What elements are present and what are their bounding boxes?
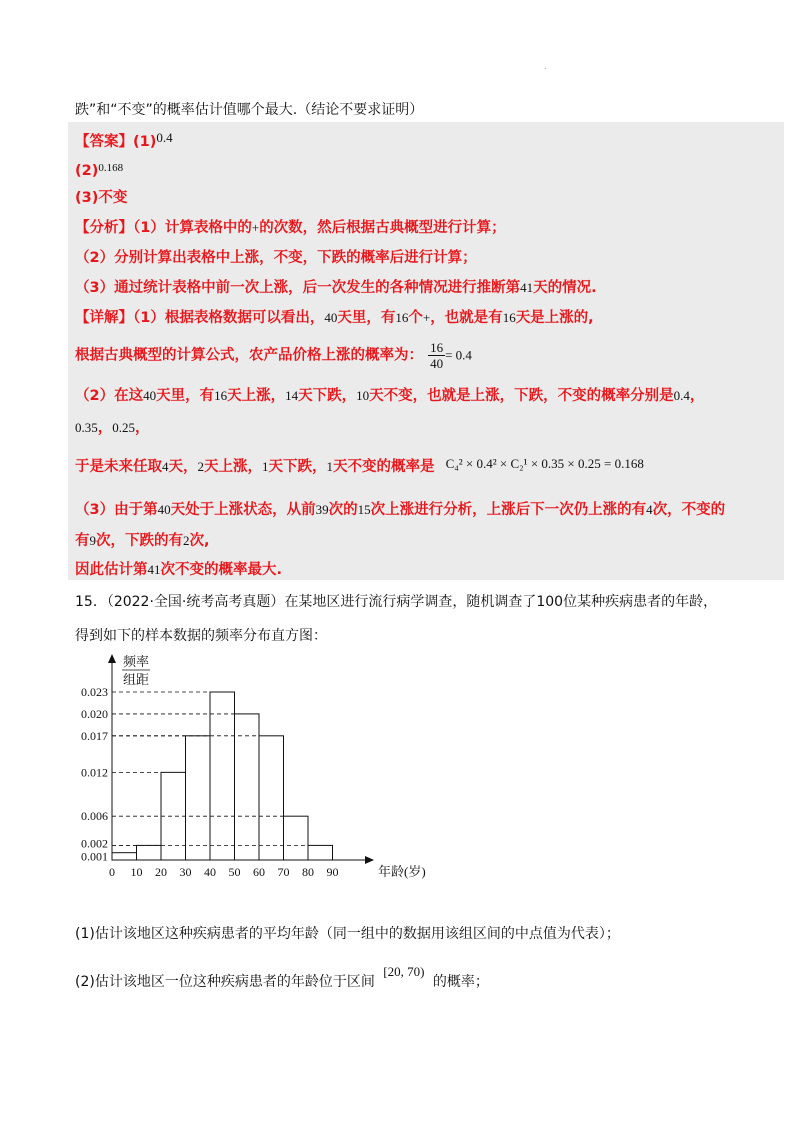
plus-symbol: + xyxy=(422,310,431,325)
y-axis-label-top: 频率 xyxy=(122,654,150,669)
histogram-bar xyxy=(308,845,333,860)
detail-text: ， xyxy=(97,420,113,436)
question-1: (1)估计该地区这种疾病患者的平均年龄（同一组中的数据用该组区间的中点值为代表）； xyxy=(75,926,620,942)
detail-text: 天上涨， xyxy=(227,388,286,404)
detail-text: 天下跌， xyxy=(268,459,327,475)
detail-text: 天下跌， xyxy=(298,388,357,404)
math-number: 4 xyxy=(162,459,169,474)
math-number: 41 xyxy=(147,562,161,577)
analysis-line-2 xyxy=(75,248,477,268)
answer-part2-label: (2) xyxy=(75,163,99,179)
x-tick-label: 20 xyxy=(155,865,167,879)
detail-text: ，也就是有 xyxy=(430,310,503,326)
detail-text: 天不变的概率是 xyxy=(333,459,435,475)
detail-text: 于是未来任取 xyxy=(75,459,162,475)
x-tick-label: 0 xyxy=(109,865,115,879)
y-tick-label: 0.020 xyxy=(81,706,108,721)
detail-text: 天上涨， xyxy=(204,459,262,475)
x-tick-label: 70 xyxy=(277,865,290,879)
histogram-bar xyxy=(210,692,235,860)
math-number: 0.4 xyxy=(673,388,690,403)
x-axis-label: 年龄(岁) xyxy=(378,864,426,879)
page-marker-dot: . xyxy=(544,62,547,71)
math-number: 1 xyxy=(326,459,333,474)
detail-text: 天， xyxy=(168,459,198,475)
problem15-line-2: 得到如下的样本数据的频率分布直方图： xyxy=(75,628,327,644)
y-tick-label: 0.012 xyxy=(81,765,108,780)
plus-symbol: + xyxy=(251,220,260,235)
detail-text: 次，下跌的有 xyxy=(96,533,183,549)
analysis-label: 【分析】 xyxy=(75,220,133,236)
age-interval: [20, 70) xyxy=(383,964,425,979)
detail-line-2 xyxy=(75,340,472,371)
fraction-numerator: 16 xyxy=(430,340,444,355)
detail-text: 次，不变的 xyxy=(652,502,726,518)
math-number: 0.35 xyxy=(75,420,98,435)
analysis-text: （1）计算表格中的 xyxy=(133,220,252,236)
fraction-16-40 xyxy=(428,340,445,371)
y-tick-label: 0.006 xyxy=(81,809,108,824)
histogram-bar xyxy=(137,845,162,860)
math-number: 41 xyxy=(520,280,534,295)
combination-formula: C₄² × 0.4² × C₂¹ × 0.35 × 0.25 = 0.168 xyxy=(445,456,644,471)
detail-line-5 xyxy=(75,454,644,477)
math-number: 40 xyxy=(324,310,338,325)
detail-line-6 xyxy=(75,500,725,520)
detail-text: ， xyxy=(135,420,150,436)
x-tick-label: 10 xyxy=(130,865,143,879)
detail-text: 次上涨进行分析，上涨后下一次仍上涨的有 xyxy=(370,502,647,518)
detail-text: 天处于上涨状态，从前 xyxy=(170,502,316,518)
detail-text: 天里，有 xyxy=(337,310,396,326)
answer-part3-label: (3) xyxy=(75,190,99,206)
x-tick-label: 30 xyxy=(179,865,192,879)
frequency-histogram xyxy=(70,648,426,888)
question-2 xyxy=(75,962,489,992)
detail-text: 天不变，也就是上涨，下跌，不变的概率分别是 xyxy=(369,388,674,404)
y-tick-label: 0.001 xyxy=(81,849,108,864)
answer-part2-value: 0.168 xyxy=(98,162,124,174)
analysis-line-1 xyxy=(75,218,506,238)
detail-line-3 xyxy=(75,386,704,406)
math-number: 2 xyxy=(183,533,190,548)
x-tick-label: 60 xyxy=(253,865,265,879)
math-number: 15 xyxy=(357,502,371,517)
x-axis-arrow-icon xyxy=(365,856,374,864)
problem15-line-1: 15．（2022·全国·统考高考真题）在某地区进行流行病学调查，随机调查了100位某种疾病患者的年龄， xyxy=(75,594,718,610)
math-number: 9 xyxy=(89,533,96,548)
detail-text: ， xyxy=(689,388,705,404)
math-equation: = 0.4 xyxy=(445,347,472,363)
question-text: (2)估计该地区一位这种疾病患者的年龄位于区间 xyxy=(75,974,375,990)
histogram-bar xyxy=(259,736,284,860)
math-number: 39 xyxy=(315,502,329,517)
y-axis-arrow-icon xyxy=(108,654,116,663)
math-number: 0.25 xyxy=(112,420,135,435)
answer-part1-label: (1) xyxy=(133,134,157,150)
detail-line-1 xyxy=(75,308,594,328)
detail-text: 有 xyxy=(75,533,90,549)
y-tick-label: 0.017 xyxy=(81,728,108,743)
answer-part1-value: 0.4 xyxy=(156,130,173,145)
detail-text: （1）根据表格数据可以看出， xyxy=(133,310,325,326)
histogram-bar xyxy=(112,853,137,860)
detail-line-4 xyxy=(75,418,150,438)
detail-text: 根据古典概型的计算公式，农产品价格上涨的概率为： xyxy=(75,347,423,364)
detail-line-8 xyxy=(75,560,282,580)
x-tick-label: 50 xyxy=(228,865,241,879)
analysis-line-3 xyxy=(75,278,597,298)
histogram-bar xyxy=(284,816,309,860)
detail-label: 【详解】 xyxy=(75,310,133,326)
y-axis-label-bottom: 组距 xyxy=(122,672,150,687)
detail-text: （2）在这 xyxy=(75,388,144,404)
answer-part3-value: 不变 xyxy=(98,190,128,206)
math-number: 4 xyxy=(646,502,653,517)
detail-text: 因此估计第 xyxy=(75,562,148,578)
detail-text: 次不变的概率最大. xyxy=(160,562,283,578)
math-number: 16 xyxy=(395,310,409,325)
math-number: 2 xyxy=(197,459,204,474)
math-number: 16 xyxy=(214,388,228,403)
math-number: 14 xyxy=(285,388,299,403)
math-number: 10 xyxy=(356,388,370,403)
detail-text: 次, xyxy=(189,533,210,549)
question-text: 的概率； xyxy=(432,974,489,990)
detail-text: 个 xyxy=(408,310,423,326)
fraction-denominator: 40 xyxy=(430,356,444,371)
histogram-bar xyxy=(186,736,211,860)
detail-text: 天是上涨的, xyxy=(515,310,594,326)
analysis-text: （3）通过统计表格中前一次上涨，后一次发生的各种情况进行推断第 xyxy=(75,280,521,296)
math-number: 16 xyxy=(502,310,516,325)
detail-text: 天里，有 xyxy=(156,388,215,404)
answer-line-3 xyxy=(75,188,127,208)
x-tick-label: 40 xyxy=(204,865,216,879)
detail-text: 次的 xyxy=(328,502,358,518)
math-number: 1 xyxy=(262,459,269,474)
y-tick-label: 0.002 xyxy=(81,836,108,851)
y-tick-label: 0.023 xyxy=(81,685,108,699)
x-tick-label: 80 xyxy=(302,865,314,879)
intro-line: 跌”和“不变”的概率估计值哪个最大.（结论不要求证明） xyxy=(75,102,424,118)
answer-label: 【答案】 xyxy=(75,134,133,150)
analysis-text: （2）分别计算出表格中上涨，不变，下跌的概率后进行计算； xyxy=(75,250,477,266)
detail-text: （3）由于第 xyxy=(75,502,158,518)
x-tick-label: 90 xyxy=(326,865,339,879)
answer-line-2 xyxy=(75,158,123,181)
math-number: 40 xyxy=(157,502,171,517)
answer-line-1 xyxy=(75,128,173,152)
detail-line-7 xyxy=(75,531,210,551)
math-number: 40 xyxy=(143,388,157,403)
analysis-text: 天的情况. xyxy=(533,280,597,296)
analysis-text: 的次数，然后根据古典概型进行计算； xyxy=(259,220,506,236)
